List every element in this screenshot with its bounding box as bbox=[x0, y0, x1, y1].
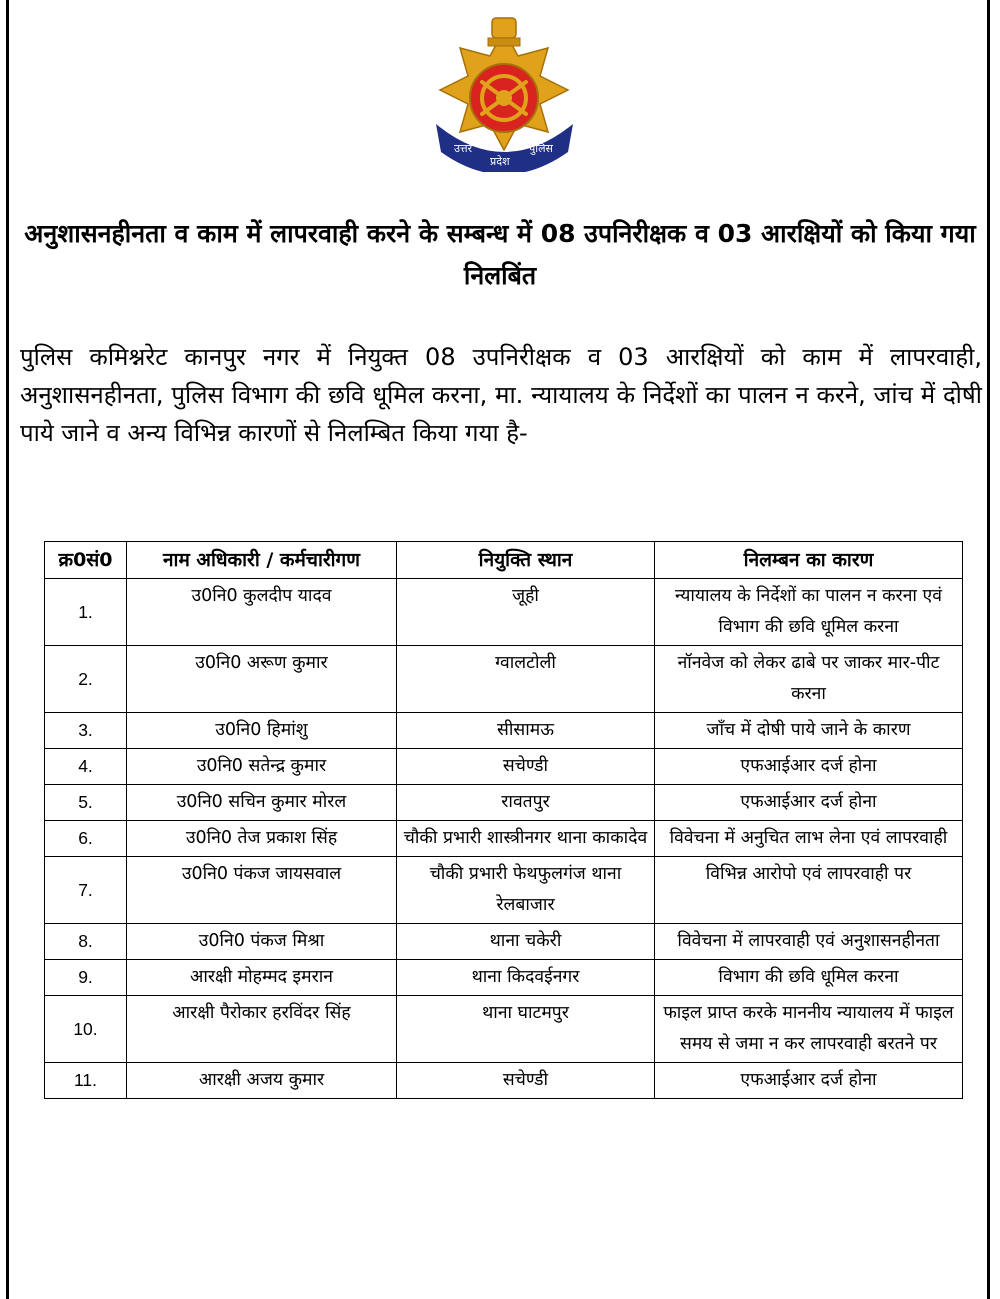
table-row bbox=[45, 960, 963, 996]
cell-posting: चौकी प्रभारी फेथफुलगंज थाना रेलबाजार bbox=[397, 857, 655, 924]
cell-serial: 8. bbox=[45, 924, 127, 960]
cell-serial: 3. bbox=[45, 713, 127, 749]
cell-reason: विभिन्न आरोपो एवं लापरवाही पर bbox=[655, 857, 963, 924]
cell-posting: थाना घाटमपुर bbox=[397, 996, 655, 1063]
cell-posting: थाना चकेरी bbox=[397, 924, 655, 960]
cell-posting: जूही bbox=[397, 579, 655, 646]
cell-posting: चौकी प्रभारी शास्त्रीनगर थाना काकादेव bbox=[397, 821, 655, 857]
header-reason: निलम्बन का कारण bbox=[655, 542, 963, 579]
cell-reason: विवेचना में लापरवाही एवं अनुशासनहीनता bbox=[655, 924, 963, 960]
emblem-text-left: उत्तर bbox=[454, 142, 473, 155]
header-posting: नियुक्ति स्थान bbox=[397, 542, 655, 579]
cell-name: उ0नि0 अरूण कुमार bbox=[127, 646, 397, 713]
cell-reason: विभाग की छवि धूमिल करना bbox=[655, 960, 963, 996]
cell-reason: विवेचना में अनुचित लाभ लेना एवं लापरवाही bbox=[655, 821, 963, 857]
cell-posting: सीसामऊ bbox=[397, 713, 655, 749]
table-row bbox=[45, 1063, 963, 1099]
cell-reason: एफआईआर दर्ज होना bbox=[655, 1063, 963, 1099]
page-title: अनुशासनहीनता व काम में लापरवाही करने के सम्बन्ध में 08 उपनिरीक्षक व 03 आरक्षियों को किया गया निलबिंत bbox=[24, 219, 976, 290]
cell-reason: फाइल प्राप्त करके माननीय न्यायालय में फाइल समय से जमा न कर लापरवाही बरतने पर bbox=[655, 996, 963, 1063]
table-row bbox=[45, 713, 963, 749]
cell-serial: 10. bbox=[45, 996, 127, 1063]
table-row bbox=[45, 924, 963, 960]
emblem-text-center: प्रदेश bbox=[490, 155, 510, 168]
cell-serial: 5. bbox=[45, 785, 127, 821]
cell-posting: सचेण्डी bbox=[397, 749, 655, 785]
table-row bbox=[45, 821, 963, 857]
header-name: नाम अधिकारी / कर्मचारीगण bbox=[127, 542, 397, 579]
table-row bbox=[45, 646, 963, 713]
cell-serial: 11. bbox=[45, 1063, 127, 1099]
cell-reason: एफआईआर दर्ज होना bbox=[655, 749, 963, 785]
header-serial: क्र0सं0 bbox=[45, 542, 127, 579]
cell-posting: रावतपुर bbox=[397, 785, 655, 821]
suspension-table bbox=[44, 541, 963, 1099]
cell-reason: एफआईआर दर्ज होना bbox=[655, 785, 963, 821]
cell-posting: थाना किदवईनगर bbox=[397, 960, 655, 996]
cell-serial: 4. bbox=[45, 749, 127, 785]
cell-name: उ0नि0 सचिन कुमार मोरल bbox=[127, 785, 397, 821]
cell-reason: नॉनवेज को लेकर ढाबे पर जाकर मार-पीट करना bbox=[655, 646, 963, 713]
cell-name: उ0नि0 पंकज जायसवाल bbox=[127, 857, 397, 924]
cell-serial: 6. bbox=[45, 821, 127, 857]
table-header-row bbox=[45, 542, 963, 579]
cell-reason: जाँच में दोषी पाये जाने के कारण bbox=[655, 713, 963, 749]
cell-name: आरक्षी मोहम्मद इमरान bbox=[127, 960, 397, 996]
cell-name: आरक्षी पैरोकार हरविंदर सिंह bbox=[127, 996, 397, 1063]
cell-posting: ग्वालटोली bbox=[397, 646, 655, 713]
cell-name: उ0नि0 कुलदीप यादव bbox=[127, 579, 397, 646]
cell-serial: 7. bbox=[45, 857, 127, 924]
cell-serial: 2. bbox=[45, 646, 127, 713]
cell-name: उ0नि0 हिमांशु bbox=[127, 713, 397, 749]
cell-serial: 1. bbox=[45, 579, 127, 646]
intro-paragraph: पुलिस कमिश्नरेट कानपुर नगर में नियुक्त 08 उपनिरीक्षक व 03 आरक्षियों को काम में लापरवाही, अनुशासनहीनता, पुलिस विभाग की छवि धूमिल करना, मा. न्यायालय के निर्देशों का पालन न करने, जांच में दोषी पाये जाने व अन्य विभिन्न कारणों से निलम्बित किया गया है- bbox=[20, 343, 982, 447]
table-row bbox=[45, 996, 963, 1063]
emblem-text-right: पुलिस bbox=[529, 142, 553, 155]
table-row bbox=[45, 749, 963, 785]
cell-name: उ0नि0 सतेन्द्र कुमार bbox=[127, 749, 397, 785]
cell-name: उ0नि0 तेज प्रकाश सिंह bbox=[127, 821, 397, 857]
cell-name: उ0नि0 पंकज मिश्रा bbox=[127, 924, 397, 960]
cell-reason: न्यायालय के निर्देशों का पालन न करना एवं विभाग की छवि धूमिल करना bbox=[655, 579, 963, 646]
cell-serial: 9. bbox=[45, 960, 127, 996]
up-police-emblem-icon bbox=[432, 12, 577, 172]
cell-posting: सचेण्डी bbox=[397, 1063, 655, 1099]
cell-name: आरक्षी अजय कुमार bbox=[127, 1063, 397, 1099]
table-row bbox=[45, 579, 963, 646]
table-row bbox=[45, 857, 963, 924]
table-row bbox=[45, 785, 963, 821]
